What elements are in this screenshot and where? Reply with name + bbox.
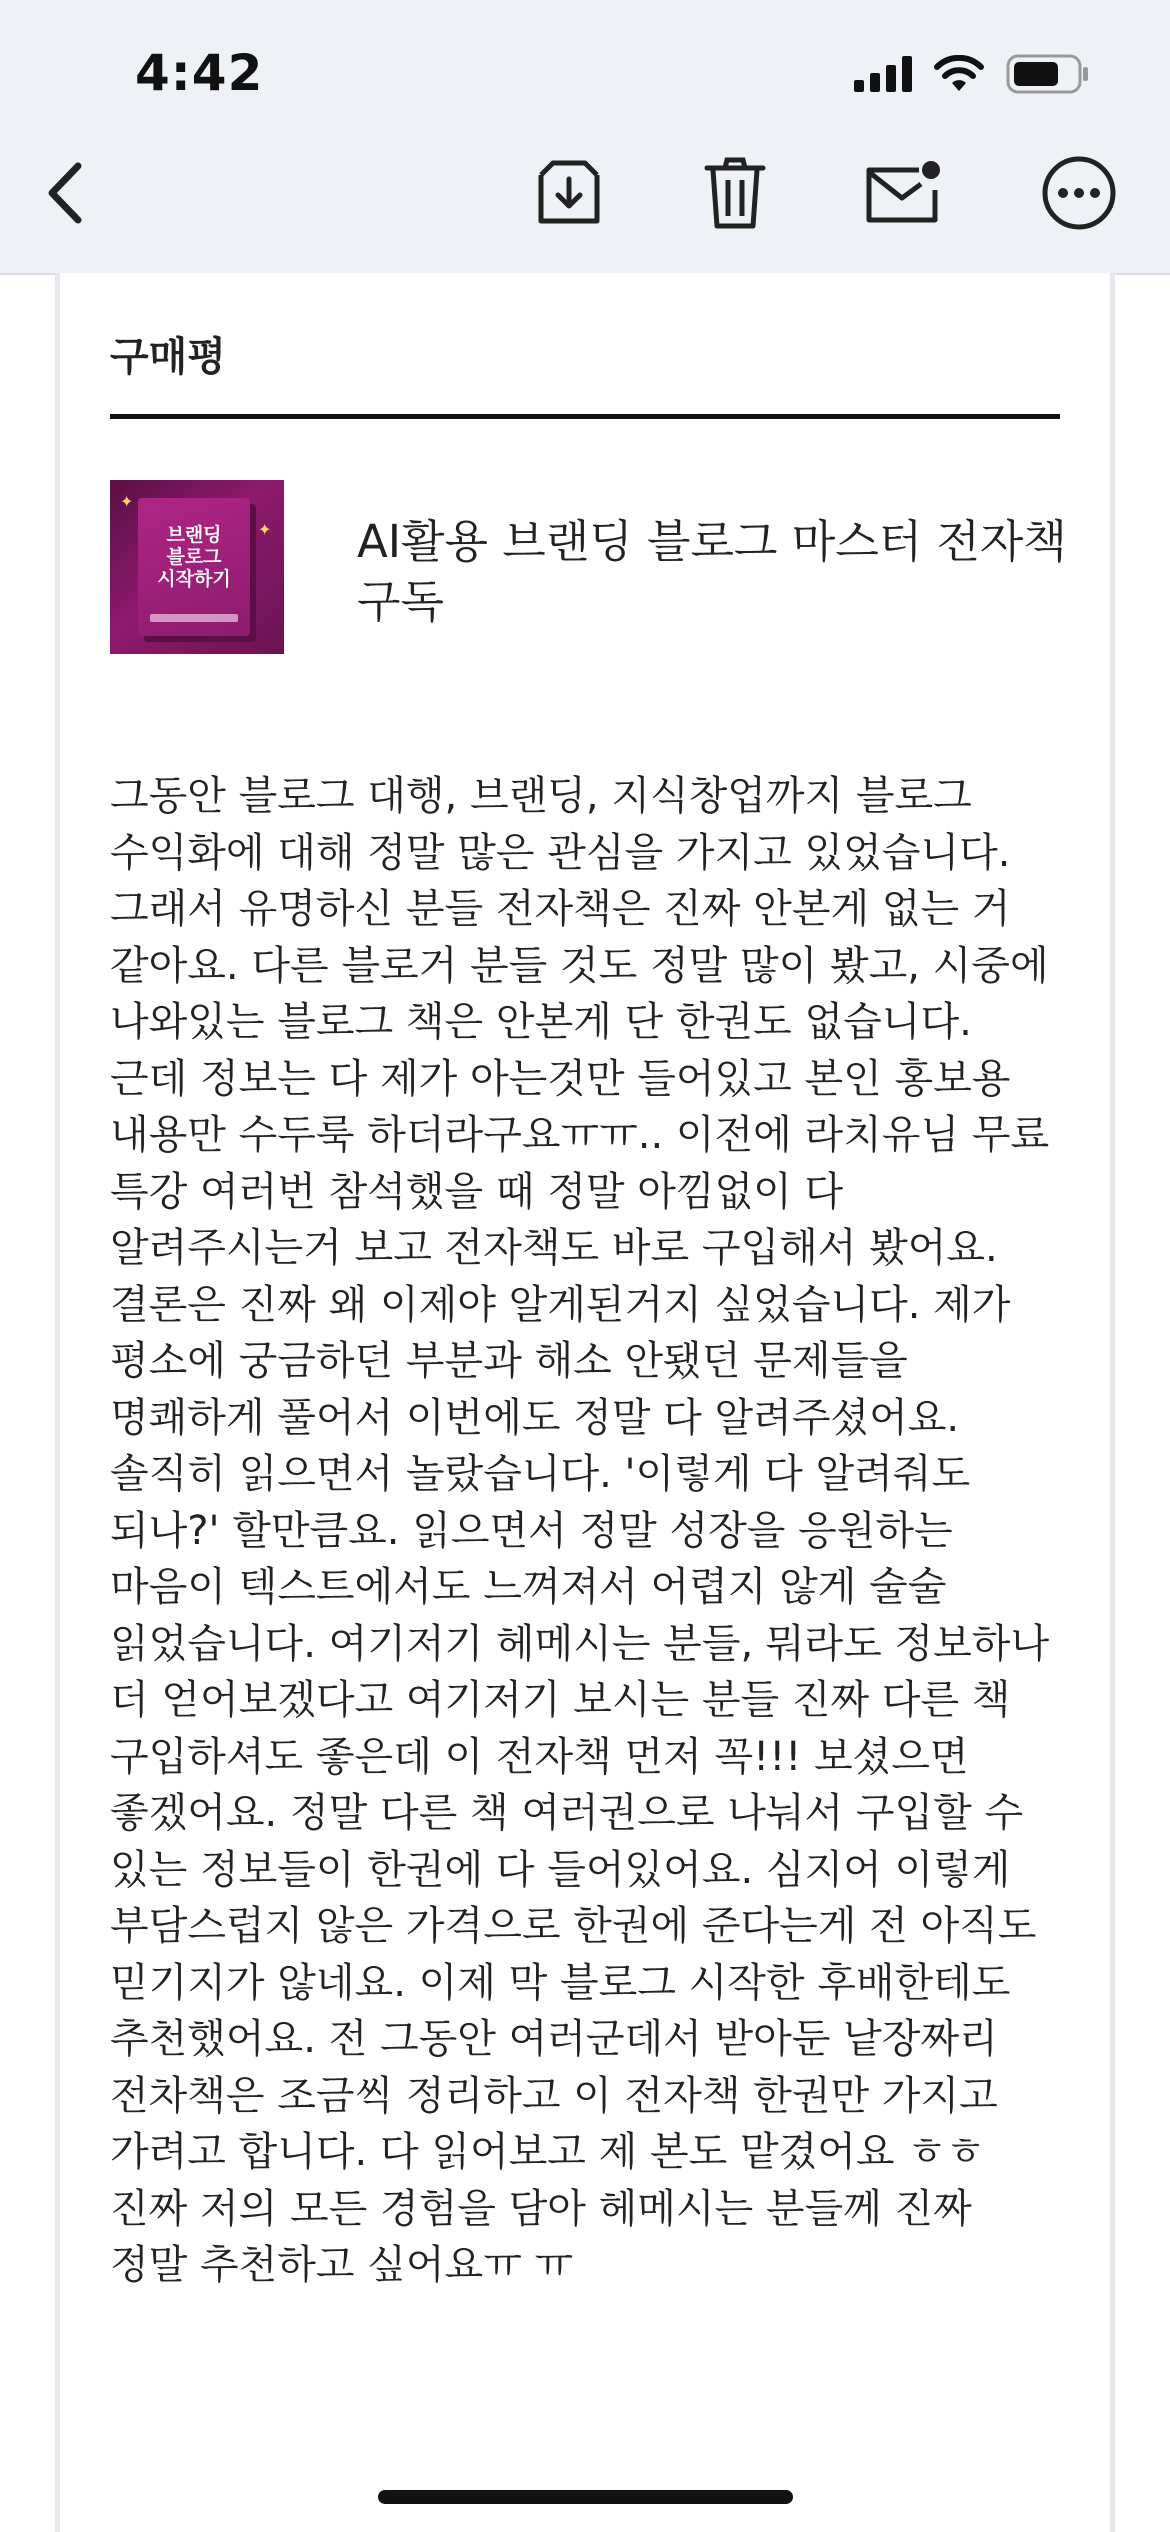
archive-button[interactable]	[524, 150, 614, 240]
sparkle-icon: ✦	[120, 492, 134, 511]
top-bar	[0, 0, 1170, 275]
cellular-signal-icon	[854, 56, 912, 96]
more-button[interactable]	[1034, 150, 1124, 240]
title-divider	[110, 414, 1060, 419]
back-chevron-icon	[40, 158, 90, 232]
review-body-text: 그동안 블로그 대행, 브랜딩, 지식창업까지 블로그 수익화에 대해 정말 많은 관심을 가지고 있었습니다. 그래서 유명하신 분들 전자책은 진짜 안본게 없는 거 같아요. 다른 블로거 분들 것도 정말 많이 봤고, 시중에 나와있는 블로그 책은 안본게 단 한권도 없습니다. 근데 정보는 다 제가 아는것만 들어있고 본인 홍보용 내용만 수두룩 하더라구요ㅠㅠ.. 이전에 라치유님 무료 특강 여러번 참석했을 때 정말 아낌없이 다 알려주시는거 보고 전자책도 바로 구입해서 봤어요. 결론은 진짜 왜 이제야 알게된거지 싶었습니다. 제가 평소에 궁금하던 부분과 해소 안됐던 문제들을 명쾌하게 풀어서 이번에도 정말 다 알려주셨어요. 솔직히 읽으면서 놀랐습니다. '이렇게 다 알려줘도 되나?' 할만큼요. 읽으면서 정말 성장을 응원하는 마음이 텍스트에서도 느껴져서 어렵지 않게 술술 읽었습니다. 여기저기 헤메시는 분들, 뭐라도 정보하나 더 얻어보겠다고 여기저기 보시는 분들 진짜 다른 책 구입하셔도 좋은데 이 전자책 먼저 꼭!!! 보셨으면 좋겠어요. 정말 다른 책 여러권으로 나눠서 구입할 수 있는 정보들이 한권에 다 들어있어요. 심지어 이렇게 부담스럽지 않은 가격으로 한권에 준다는게 전 아직도 믿기지가 않네요. 이제 막 블로그 시작한 후배한테도 추천했어요. 전 그동안 여러군데서 받아둔 낱장짜리 전차책은 조금씩 정리하고 이 전자책 한권만 가지고 가려고 합니다. 다 읽어보고 제 본도 맡겼어요 ㅎㅎ 진짜 저의 모든 경험을 담아 헤메시는 분들께 진짜 정말 추천하고 싶어요ㅠ ㅠ	[110, 773, 1050, 2288]
back-button[interactable]	[20, 150, 110, 240]
delete-button[interactable]	[690, 150, 780, 240]
product-thumbnail[interactable]	[110, 480, 284, 654]
archive-download-icon	[533, 157, 605, 233]
home-indicator[interactable]	[378, 2490, 793, 2504]
status-time: 4:42	[135, 44, 264, 102]
trash-icon	[703, 156, 767, 234]
book-cover-title: 브랜딩 블로그 시작하기	[157, 524, 231, 590]
mail-unread-icon	[863, 158, 943, 232]
section-title: 구매평	[110, 334, 226, 380]
battery-icon	[1006, 54, 1090, 98]
mark-unread-button[interactable]	[858, 150, 948, 240]
status-icons	[854, 54, 1090, 98]
product-name[interactable]: AI활용 브랜딩 블로그 마스터 전자책 구독	[357, 515, 1067, 628]
book-cover-image	[138, 498, 250, 636]
sparkle-icon: ✦	[258, 520, 272, 539]
wifi-icon	[934, 55, 984, 97]
more-ellipsis-icon	[1041, 155, 1117, 235]
book-cover-subtitle-bar	[150, 614, 238, 622]
